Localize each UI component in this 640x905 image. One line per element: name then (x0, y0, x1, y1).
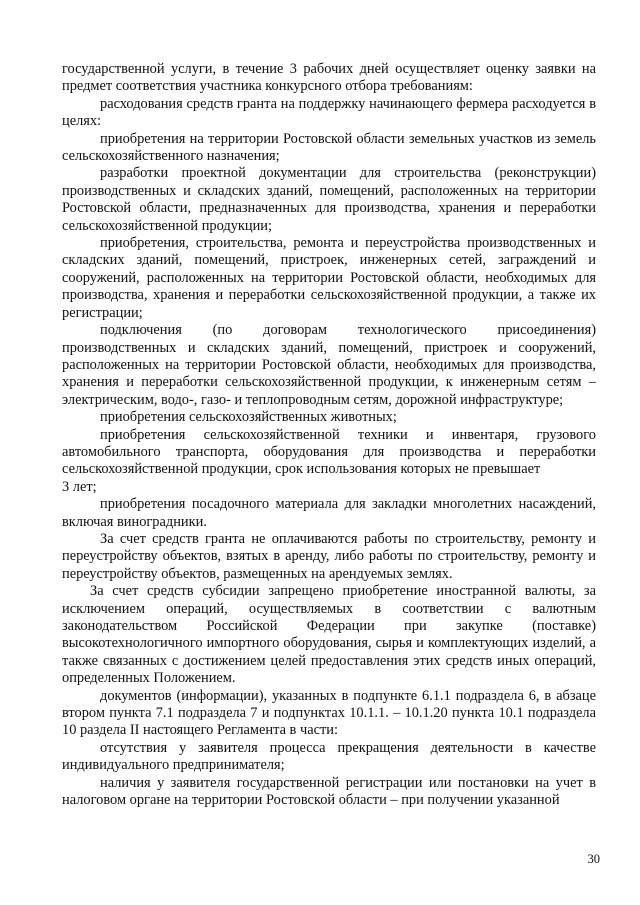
paragraph-tax-registration: наличия у заявителя государственной регистрации или постановки на учет в налоговом органе на территории Ростовской области – при получении указанной (62, 774, 596, 809)
paragraph-entrepreneur-status: отсутствия у заявителя процесса прекращения деятельности в качестве индивидуального предпринимателя; (62, 739, 596, 774)
paragraph-project-documentation: разработки проектной документации для строительства (реконструкции) производственных и складских зданий, помещений, расположенных на территории Ростовской области, предназначенных для производства, хранения и переработки сельскохозяйственной продукции; (62, 165, 596, 234)
paragraph-construction: приобретения, строительства, ремонта и переустройства производственных и складских зданий, помещений, пристроек, инженерных сетей, заграждений и сооружений, расположенных на территории Ростовской области, необходимых для производства, хранения и переработки сельскохозяйственной продукции, а также их регистрации; (62, 235, 596, 321)
paragraph-continuation: государственной услуги, в течение 3 рабочих дней осуществляет оценку заявки на предмет соответствия участника конкурсного отбора требованиям: (62, 61, 596, 95)
paragraph-equipment-term: 3 лет; (62, 478, 97, 495)
paragraph-documents: документов (информации), указанных в подпункте 6.1.1 подраздела 6, в абзаце втором пункта 7.1 подраздела 7 и подпунктах 10.1.1. – 10.1.20 пункта 10.1 подраздела 10 раздела II настоящего Регламента в части: (62, 687, 596, 739)
paragraph-land-purchase: приобретения на территории Ростовской области земельных участков из земель сельскохозяйственного назначения; (62, 130, 596, 165)
document-body (62, 61, 596, 809)
paragraph-grant-purposes: расходования средств гранта на поддержку начинающего фермера расходуется в целях: (62, 95, 596, 130)
paragraph-animals: приобретения сельскохозяйственных животных; (100, 409, 397, 426)
paragraph-currency-restriction: За счет средств субсидии запрещено приобретение иностранной валюты, за исключением операций, осуществляемых в соответствии с валютным законодательством Российской Федерации при закупке (поставке) высокотехнологичного импортного оборудования, сырья и комплектующих изделий, а также связанных с достижением целей предоставления этих средств иных операций, определенных Положением. (62, 583, 596, 687)
page-number: 30 (587, 852, 600, 866)
paragraph-connection: подключения (по договорам технологического присоединения) производственных и складских зданий, помещений, пристроек и сооружений, расположенных на территории Ростовской области, необходимых для производства, хранения и переработки сельскохозяйственной продукции, к инженерным сетям – электрическим, водо-, газо- и теплопроводным сетям, дорожной инфраструктуре; (62, 322, 596, 408)
paragraph-planting-material: приобретения посадочного материала для закладки многолетних насаждений, включая виноградники. (62, 496, 596, 530)
paragraph-grant-restrictions: За счет средств гранта не оплачиваются работы по строительству, ремонту и переустройству объектов, взятых в аренду, либо работы по строительству, ремонту и переустройству объектов, размещенных на арендуемых землях. (62, 530, 596, 582)
paragraph-equipment: приобретения сельскохозяйственной техники и инвентаря, грузового автомобильного транспорта, оборудования для производства и переработки сельскохозяйственной продукции, срок использования которых не превышает (62, 426, 596, 478)
